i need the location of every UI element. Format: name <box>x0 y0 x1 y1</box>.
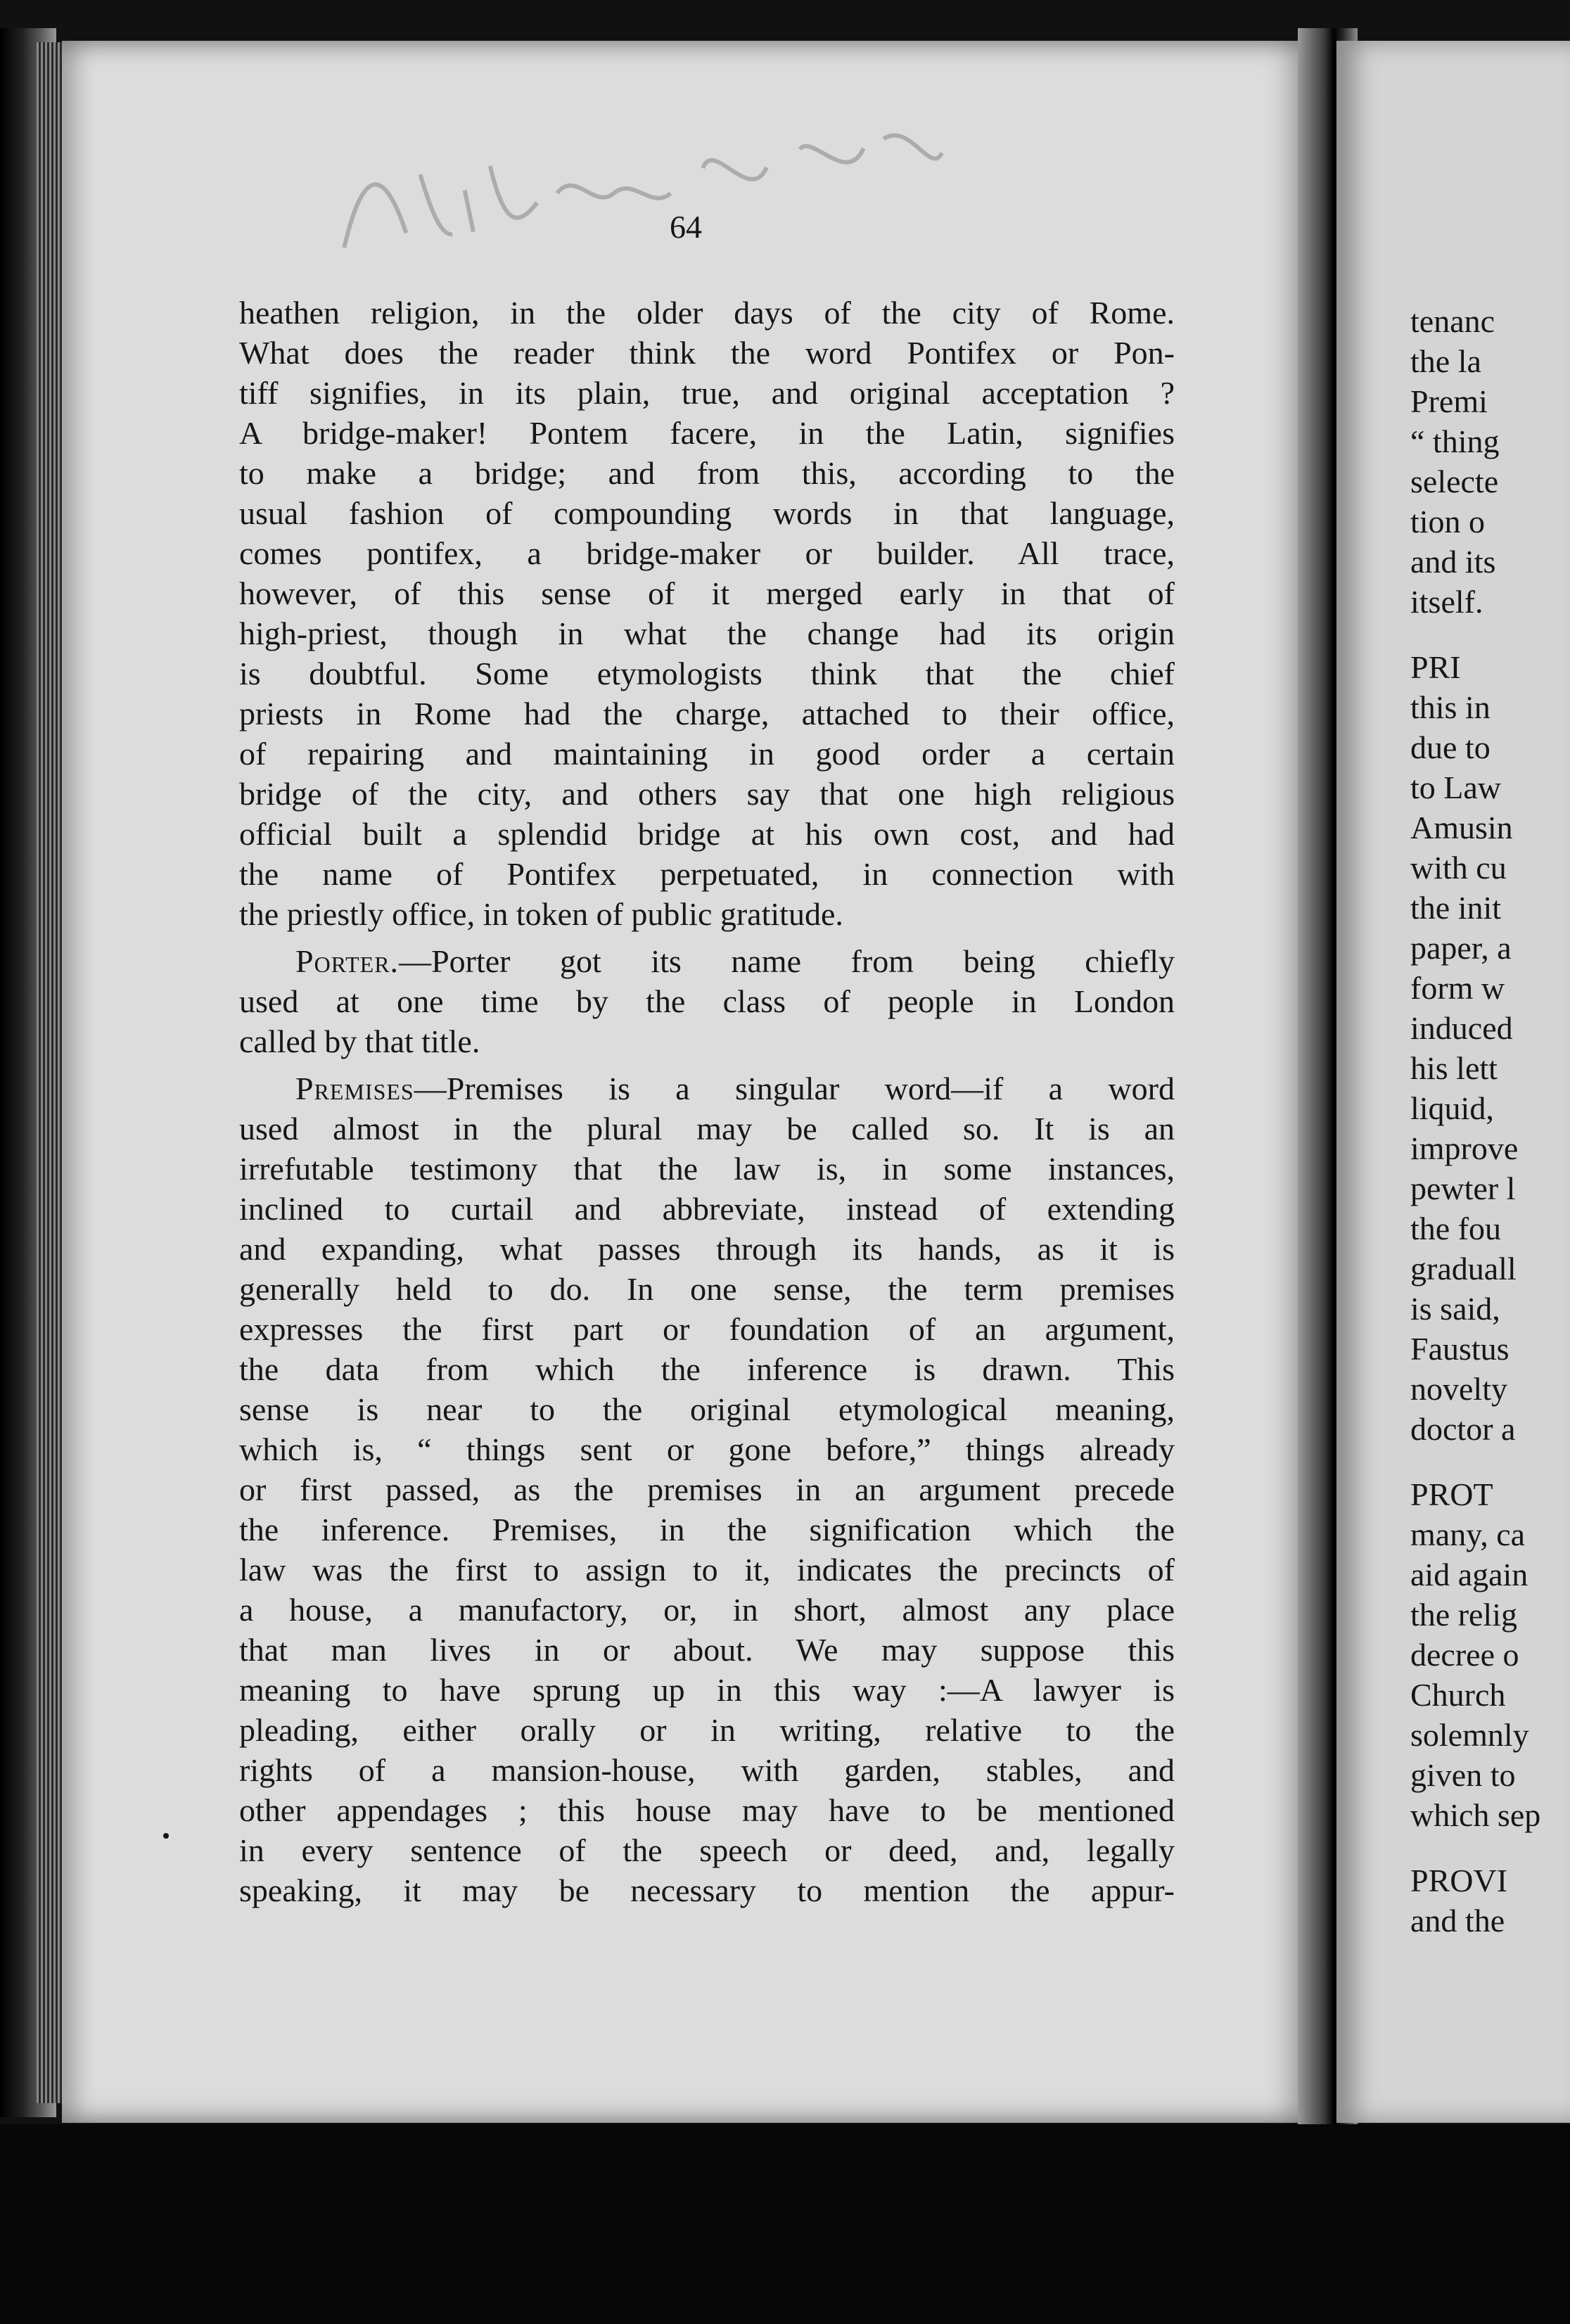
text-line: and expanding, what passes through its hands, as it is <box>239 1231 1175 1267</box>
right-page-line: his lett <box>1410 1050 1498 1086</box>
right-page-line: Amusin <box>1410 810 1513 845</box>
right-page-line: selecte <box>1410 464 1499 499</box>
text-line: rights of a mansion-house, with garden, stables, and <box>239 1752 1175 1788</box>
text-line: speaking, it may be necessary to mention the appur- <box>239 1872 1175 1908</box>
right-page-line: PROVI <box>1410 1863 1508 1898</box>
text-line: that man lives in or about. We may suppose this <box>239 1632 1175 1668</box>
right-page-line: PROT <box>1410 1476 1493 1512</box>
entry-heading-premises: Premises <box>295 1071 414 1106</box>
text-line: official built a splendid bridge at his own cost, and had <box>239 816 1175 852</box>
right-page-line: liquid, <box>1410 1090 1494 1126</box>
right-page-line: Church <box>1410 1677 1506 1713</box>
text-line: the name of Pontifex perpetuated, in connection with <box>239 856 1175 892</box>
text-line: —Porter got its name from being chiefly <box>399 943 1175 979</box>
entry-premises-first-line <box>239 1068 1175 1109</box>
right-page-line <box>1410 1848 1570 1860</box>
text-line: is doubtful. Some etymologists think that the chief <box>239 656 1175 691</box>
entry-heading-porter: Porter. <box>295 943 400 979</box>
text-line: What does the reader think the word Pontifex or Pon- <box>239 335 1175 371</box>
text-line: bridge of the city, and others say that one high religious <box>239 776 1175 812</box>
text-line: tiff signifies, in its plain, true, and original acceptation ? <box>239 375 1175 411</box>
right-page-line: doctor a <box>1410 1411 1516 1447</box>
text-line: A bridge-maker! Pontem facere, in the Latin, signifies <box>239 415 1175 451</box>
right-page-line: is said, <box>1410 1291 1500 1327</box>
right-page-line: and the <box>1410 1903 1505 1939</box>
text-line: comes pontifex, a bridge-maker or builder. All trace, <box>239 535 1175 571</box>
text-line: —Premises is a singular word—if a word <box>414 1071 1175 1106</box>
ink-speck <box>999 4 1006 11</box>
page-number: 64 <box>670 209 702 245</box>
text-line: usual fashion of compounding words in that language, <box>239 495 1175 531</box>
right-page-line <box>1410 634 1570 647</box>
text-line: inclined to curtail and abbreviate, instead of extending <box>239 1191 1175 1227</box>
right-page-line: the la <box>1410 343 1481 379</box>
text-line: however, of this sense of it merged early in that of <box>239 575 1175 611</box>
right-page-line: tion o <box>1410 504 1486 540</box>
right-page-line: solemnly <box>1410 1717 1529 1753</box>
text-line: the inference. Premises, in the signification which the <box>239 1512 1175 1547</box>
right-page-line: the fou <box>1410 1211 1502 1246</box>
text-line: irrefutable testimony that the law is, in some instances, <box>239 1151 1175 1187</box>
right-page-line: due to <box>1410 729 1491 765</box>
right-page-line: itself. <box>1410 584 1483 620</box>
right-page-line: aid again <box>1410 1557 1528 1592</box>
text-line: used almost in the plural may be called so. It is an <box>239 1111 1175 1147</box>
ink-speck <box>163 1833 169 1839</box>
text-line: expresses the first part or foundation of an argument, <box>239 1311 1175 1347</box>
text-line: generally held to do. In one sense, the term premises <box>239 1271 1175 1307</box>
right-page-line: the init <box>1410 890 1502 926</box>
right-page-line: this in <box>1410 689 1491 725</box>
right-page-line: novelty <box>1410 1371 1507 1407</box>
text-line: high-priest, though in what the change had its origin <box>239 615 1175 651</box>
right-page-line: “ thing <box>1410 423 1500 459</box>
text-line: sense is near to the original etymological meaning, <box>239 1391 1175 1427</box>
right-page-line: decree o <box>1410 1637 1519 1673</box>
text-line: the priestly office, in token of public gratitude. <box>239 896 843 932</box>
entry-porter-first-line <box>239 941 1175 981</box>
text-line: which is, “ things sent or gone before,” things already <box>239 1431 1175 1467</box>
right-page-line: many, ca <box>1410 1517 1526 1552</box>
right-page-line: and its <box>1410 544 1496 580</box>
right-page-line <box>1410 1462 1570 1474</box>
text-line: priests in Rome had the charge, attached to their office, <box>239 696 1175 732</box>
right-page-line: paper, a <box>1410 930 1512 966</box>
right-page-line: induced <box>1410 1010 1513 1046</box>
text-line: to make a bridge; and from this, according to the <box>239 455 1175 491</box>
right-page-line: graduall <box>1410 1251 1517 1286</box>
right-page-line: improve <box>1410 1130 1519 1166</box>
text-line: in every sentence of the speech or deed, and, legally <box>239 1832 1175 1868</box>
right-page-line: Faustus <box>1410 1331 1510 1367</box>
right-page-text <box>1410 301 1570 1941</box>
text-line: heathen religion, in the older days of the city of Rome. <box>239 295 1175 331</box>
right-page-line: given to <box>1410 1757 1516 1793</box>
text-line: the data from which the inference is drawn. This <box>239 1351 1175 1387</box>
right-page-line: Premi <box>1410 383 1488 419</box>
right-page-line: PRI <box>1410 649 1461 685</box>
right-page-line: to Law <box>1410 770 1502 805</box>
right-page-line: tenanc <box>1410 303 1495 339</box>
text-line: meaning to have sprung up in this way :—A lawyer is <box>239 1672 1175 1708</box>
page-edge-stack <box>37 42 63 2103</box>
text-line: called by that title. <box>239 1023 480 1059</box>
text-line: of repairing and maintaining in good order a certain <box>239 736 1175 772</box>
text-line: other appendages ; this house may have to be mentioned <box>239 1792 1175 1828</box>
right-page-line: the relig <box>1410 1597 1517 1633</box>
page-body-text <box>239 293 1175 1910</box>
right-page-line: pewter l <box>1410 1170 1516 1206</box>
text-line: pleading, either orally or in writing, relative to the <box>239 1712 1175 1748</box>
right-page-line: which sep <box>1410 1797 1541 1833</box>
text-line: a house, a manufactory, or, in short, almost any place <box>239 1592 1175 1628</box>
text-line: law was the first to assign to it, indicates the precincts of <box>239 1552 1175 1588</box>
scan-bottom-band <box>0 2124 1570 2324</box>
right-page-line: with cu <box>1410 850 1507 886</box>
text-line: or first passed, as the premises in an argument precede <box>239 1471 1175 1507</box>
right-page-line: form w <box>1410 970 1505 1006</box>
text-line: used at one time by the class of people in London <box>239 983 1175 1019</box>
